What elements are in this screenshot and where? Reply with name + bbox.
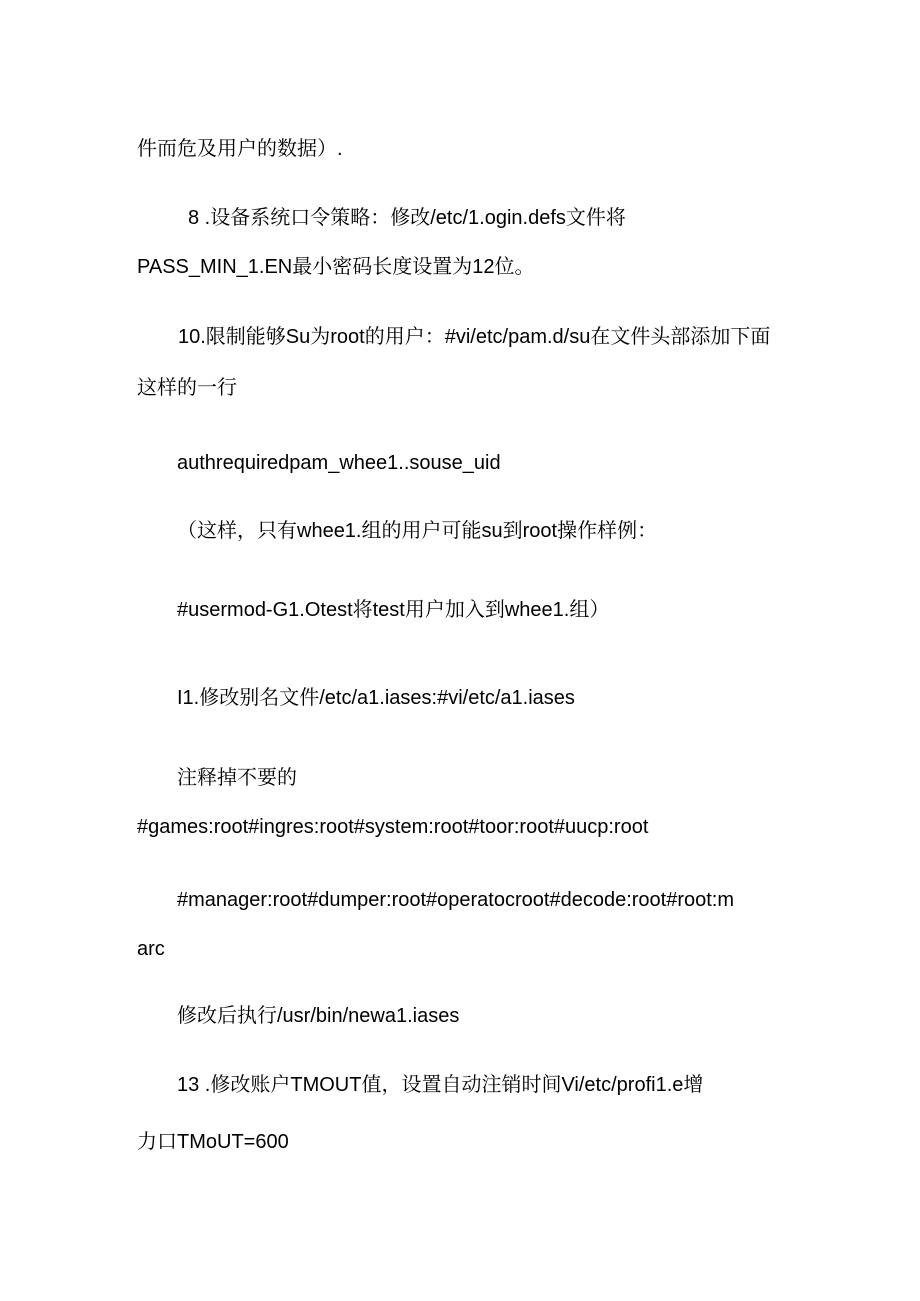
- text-line-1: 件而危及用户的数据）.: [137, 138, 343, 160]
- text-line-16: 力口TMoUT=600: [137, 1131, 289, 1153]
- text-line-8: #usermod-G1.Otest将test用户加入到whee1.组）: [177, 599, 610, 621]
- text-line-7: （这样，只有whee1.组的用户可能su到root操作样例：: [177, 520, 658, 542]
- text-line-4: 10.限制能够Su为root的用户：#vi/etc/pam.d/su在文件头部添加下面: [178, 326, 771, 348]
- text-line-10: 注释掉不要的: [177, 767, 297, 789]
- text-line-15: 13 .修改账户TMOUT值，设置自动注销时间Vi/etc/profi1.e增: [177, 1074, 704, 1096]
- text-line-6: authrequiredpam_whee1..souse_uid: [177, 452, 501, 474]
- text-line-9: I1.修改别名文件/etc/a1.iases:#vi/etc/a1.iases: [177, 687, 575, 709]
- text-line-2: 8 .设备系统口令策略：修改/etc/1.ogin.defs文件将: [188, 207, 626, 229]
- text-line-11: #games:root#ingres:root#system:root#toor:root#uucp:root: [137, 816, 649, 838]
- text-line-13: arc: [137, 938, 165, 960]
- text-line-12: #manager:root#dumper:root#operatocroot#decode:root#root:m: [177, 889, 735, 911]
- text-line-5: 这样的一行: [137, 377, 237, 399]
- text-line-14: 修改后执行/usr/bin/newa1.iases: [177, 1005, 460, 1027]
- text-line-3: PASS_MIN_1.EN最小密码长度设置为12位。: [137, 256, 535, 278]
